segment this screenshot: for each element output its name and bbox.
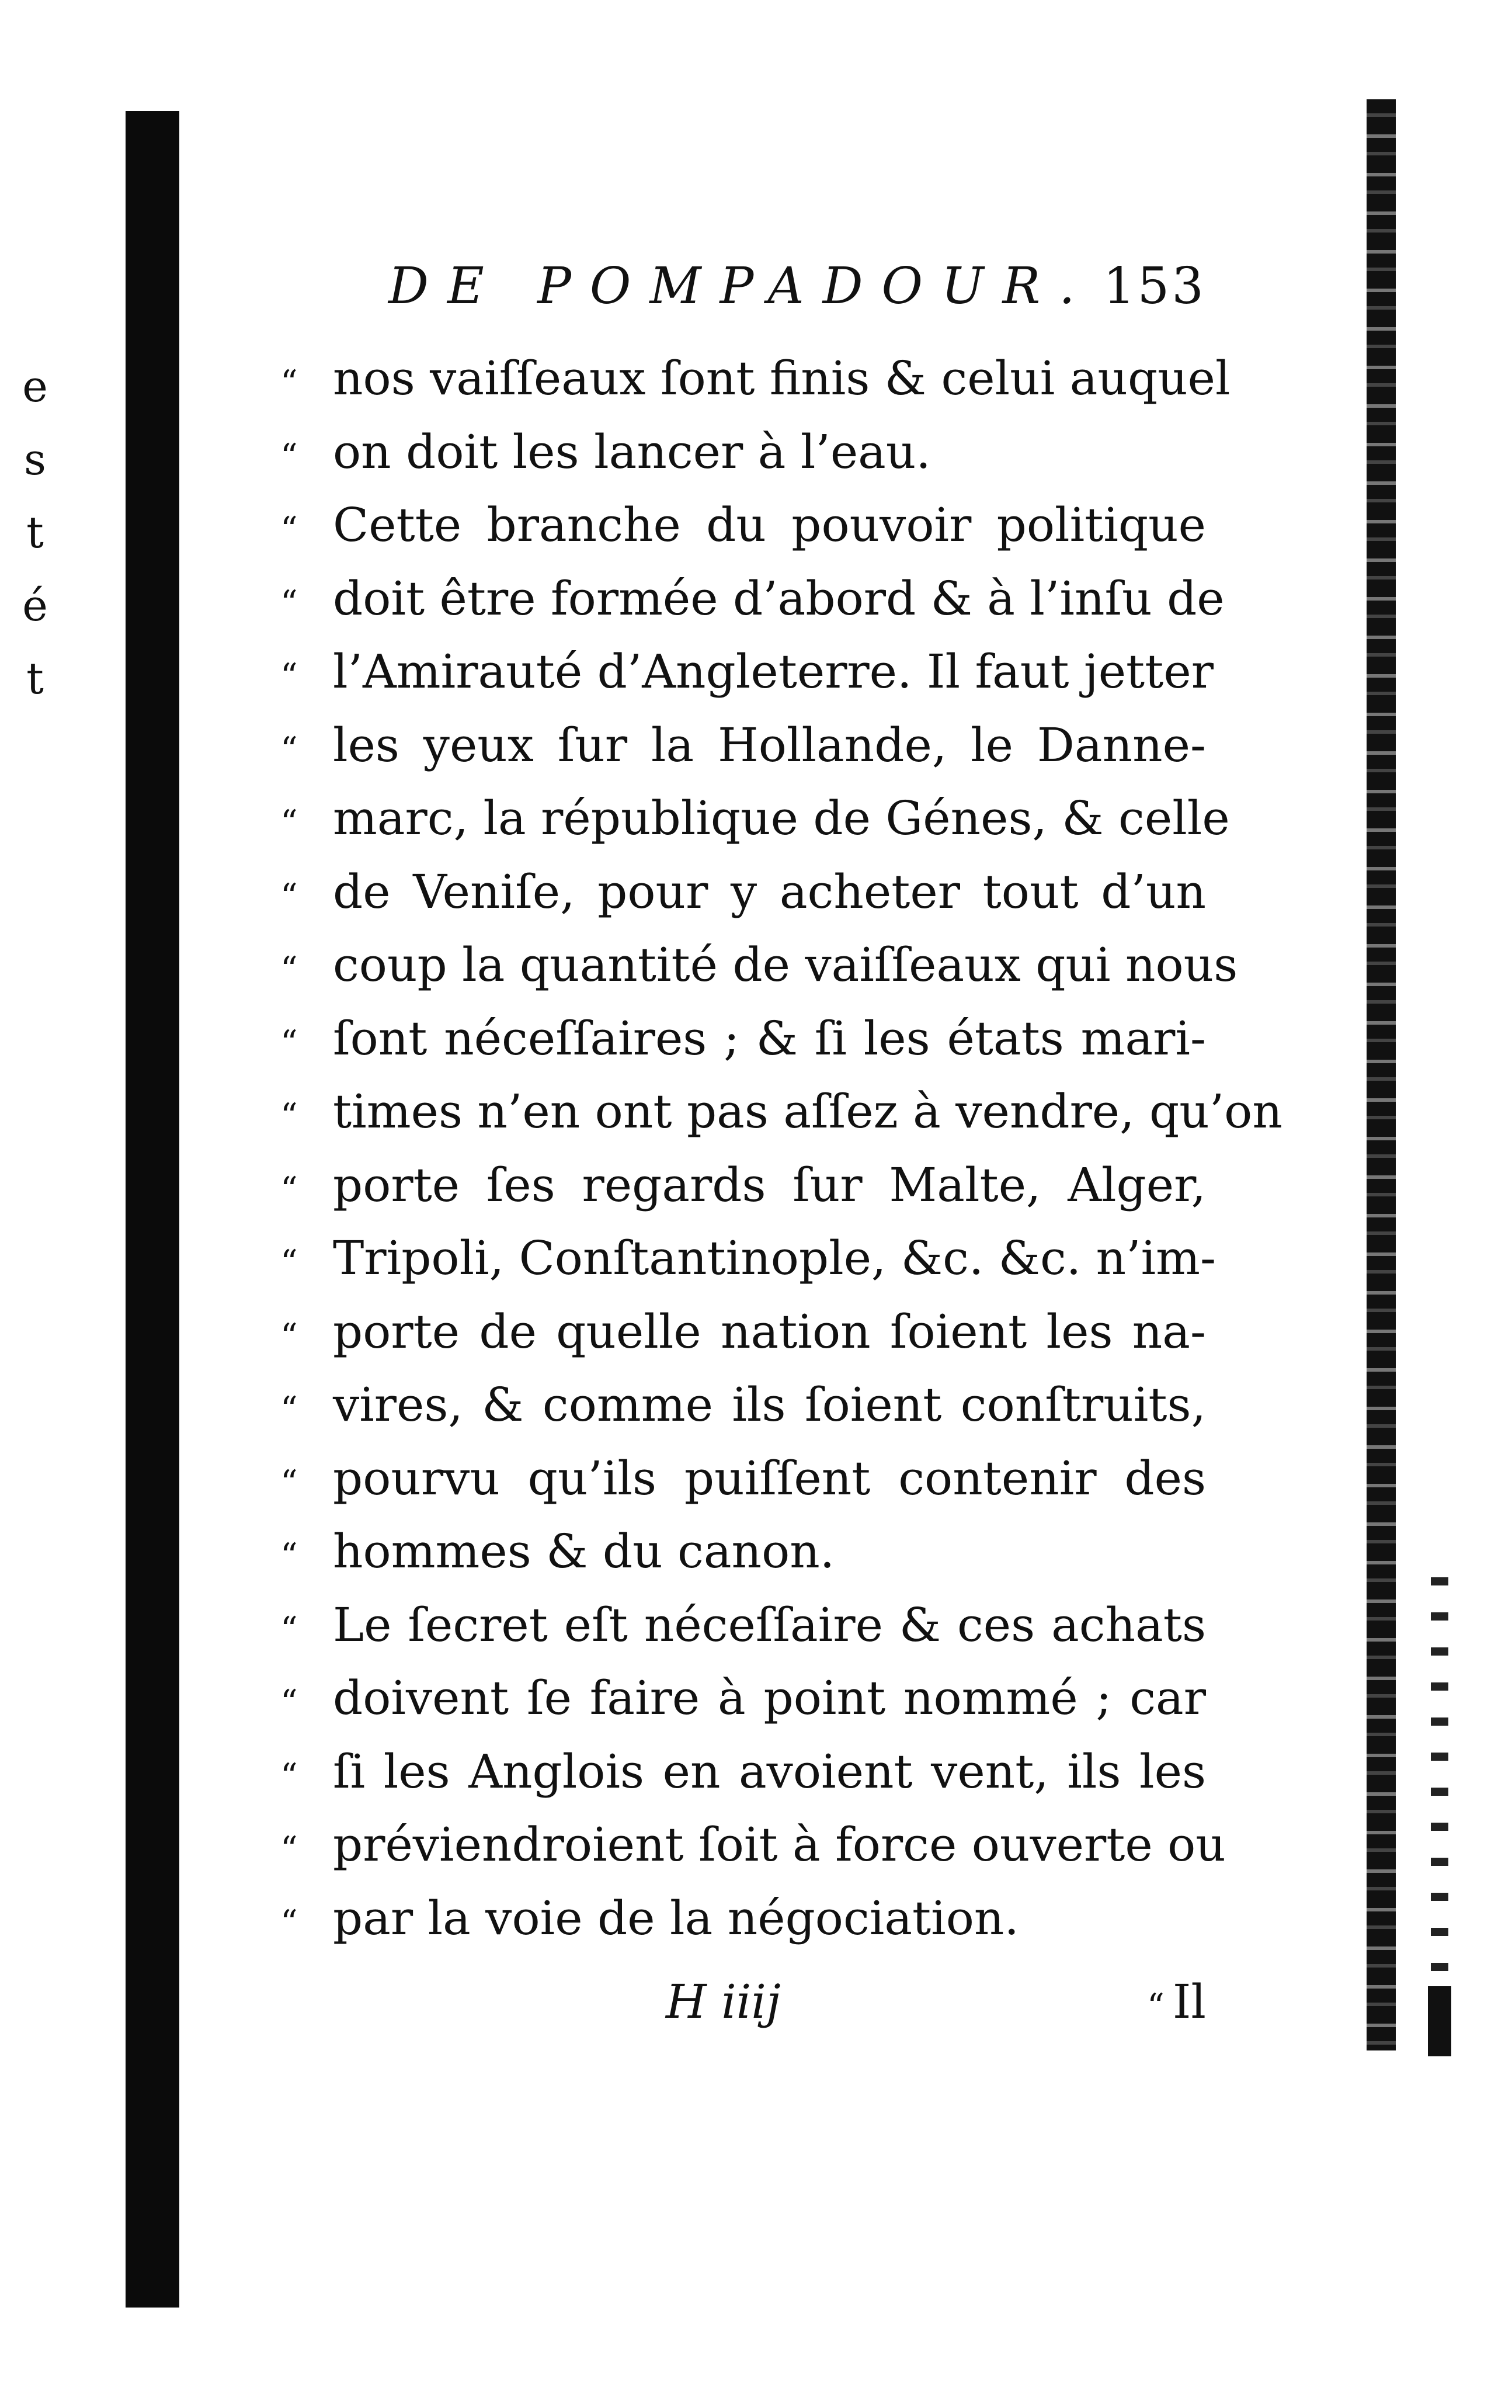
paragraph-first-line bbox=[280, 488, 1206, 562]
line-text: préviendroient ſoit à force ouverte ou bbox=[333, 1817, 1226, 1872]
line-text: Tripoli, Conſtantinople, &c. &c. n’im- bbox=[333, 1231, 1216, 1285]
quote-mark: “ bbox=[280, 1755, 298, 1796]
line-text: porte de quelle nation ſoient les na- bbox=[333, 1304, 1206, 1359]
line-text: de Veniſe, pour y acheter tout d’un bbox=[333, 864, 1206, 919]
quote-mark: “ bbox=[280, 1389, 298, 1429]
catchword-text: Il bbox=[1172, 1975, 1206, 2029]
page-edge-shadow bbox=[1367, 99, 1396, 2050]
text-line bbox=[280, 928, 1238, 1002]
paragraph-text: Cette branche du pouvoir politique bbox=[333, 498, 1206, 552]
quote-mark: “ bbox=[280, 876, 298, 916]
catchword-quote: “ bbox=[1147, 1986, 1165, 2026]
text-line bbox=[280, 1882, 1206, 1955]
text-line bbox=[280, 1295, 1206, 1369]
line-text: on doit les lancer à l’eau. bbox=[333, 424, 931, 479]
quote-mark: “ bbox=[280, 729, 298, 769]
line-text: ſont néceſſaires ; & ſi les états mari- bbox=[333, 1011, 1206, 1066]
line-text: nos vaiſſeaux ſont finis & celui auquel bbox=[333, 351, 1231, 405]
quote-mark: “ bbox=[280, 1829, 298, 1869]
paragraph-quote-mark: “ bbox=[280, 1609, 298, 1649]
text-line bbox=[280, 635, 1214, 709]
quote-mark: “ bbox=[280, 1022, 298, 1063]
text-line bbox=[280, 709, 1206, 782]
text-line bbox=[280, 855, 1206, 929]
quote-mark: “ bbox=[280, 1902, 298, 1942]
text-line bbox=[280, 1368, 1206, 1442]
line-text bbox=[280, 488, 1206, 567]
binding-shadow bbox=[126, 111, 179, 2308]
quote-mark: “ bbox=[280, 949, 298, 989]
text-line bbox=[280, 1808, 1226, 1882]
margin-letter: é bbox=[22, 581, 48, 631]
text-line bbox=[280, 1442, 1206, 1515]
text-line bbox=[280, 1149, 1206, 1222]
page-number: 153 bbox=[1103, 257, 1206, 315]
quote-mark: “ bbox=[280, 1169, 298, 1209]
line-text: les yeux ſur la Hollande, le Danne- bbox=[333, 717, 1206, 772]
text-line bbox=[280, 1222, 1216, 1295]
line-text: porte ſes regards ſur Malte, Alger, bbox=[333, 1157, 1206, 1212]
line-text: par la voie de la négociation. bbox=[333, 1890, 1019, 1945]
line-text: ſi les Anglois en avoient vent, ils les bbox=[333, 1744, 1206, 1799]
signature-mark: H iiij bbox=[666, 1975, 781, 2029]
text-line bbox=[280, 562, 1225, 636]
line-text: l’Amirauté d’Angleterre. Il faut jetter bbox=[333, 644, 1214, 699]
line-text bbox=[280, 1588, 1206, 1667]
page-edge-block bbox=[1428, 1986, 1451, 2056]
quote-mark: “ bbox=[280, 1682, 298, 1722]
text-line bbox=[280, 1075, 1282, 1149]
text-line bbox=[280, 782, 1230, 855]
line-text: hommes & du canon. bbox=[333, 1524, 835, 1578]
text-line bbox=[280, 1735, 1206, 1809]
line-text: vires, & comme ils ſoient conſtruits, bbox=[333, 1378, 1206, 1432]
quote-mark: “ bbox=[280, 1536, 298, 1576]
margin-letter: s bbox=[24, 435, 46, 485]
body-text bbox=[280, 342, 1282, 1955]
line-text: doit être formée d’abord & à l’inſu de bbox=[333, 571, 1225, 626]
margin-letter: e bbox=[22, 362, 48, 412]
text-line bbox=[280, 1661, 1206, 1735]
paragraph-text: Le ſecret eſt néceſſaire & ces achats bbox=[333, 1597, 1206, 1652]
line-text: coup la quantité de vaiſſeaux qui nous bbox=[333, 938, 1238, 992]
quote-mark: “ bbox=[280, 803, 298, 842]
page-header bbox=[388, 257, 1206, 327]
running-title: DE POMPADOUR. bbox=[388, 257, 1094, 315]
text-line bbox=[280, 415, 1206, 489]
quote-mark: “ bbox=[280, 1316, 298, 1356]
paragraph-quote-mark: “ bbox=[280, 509, 298, 549]
text-line bbox=[280, 1515, 1206, 1588]
quote-mark: “ bbox=[280, 1096, 298, 1136]
page-footer bbox=[280, 1975, 1206, 2045]
quote-mark: “ bbox=[280, 1243, 298, 1282]
quote-mark: “ bbox=[280, 436, 298, 476]
line-text: times n’en ont pas aſſez à vendre, qu’on bbox=[333, 1084, 1282, 1139]
line-text: marc, la république de Génes, & celle bbox=[333, 791, 1230, 845]
margin-letter: t bbox=[26, 654, 44, 704]
catchword bbox=[1147, 1975, 1206, 2029]
quote-mark: “ bbox=[280, 363, 298, 403]
page-edge-marks bbox=[1431, 1577, 1448, 2050]
quote-mark: “ bbox=[280, 582, 298, 623]
line-text: doivent ſe faire à point nommé ; car bbox=[333, 1671, 1206, 1725]
text-line bbox=[280, 1002, 1206, 1075]
quote-mark: “ bbox=[280, 1462, 298, 1503]
quote-mark: “ bbox=[280, 656, 298, 696]
paragraph-first-line bbox=[280, 1588, 1206, 1662]
facing-page-fragment bbox=[12, 351, 58, 716]
margin-letter: t bbox=[26, 508, 44, 558]
text-line bbox=[280, 342, 1231, 415]
line-text: pourvu qu’ils puiſſent contenir des bbox=[333, 1451, 1206, 1505]
